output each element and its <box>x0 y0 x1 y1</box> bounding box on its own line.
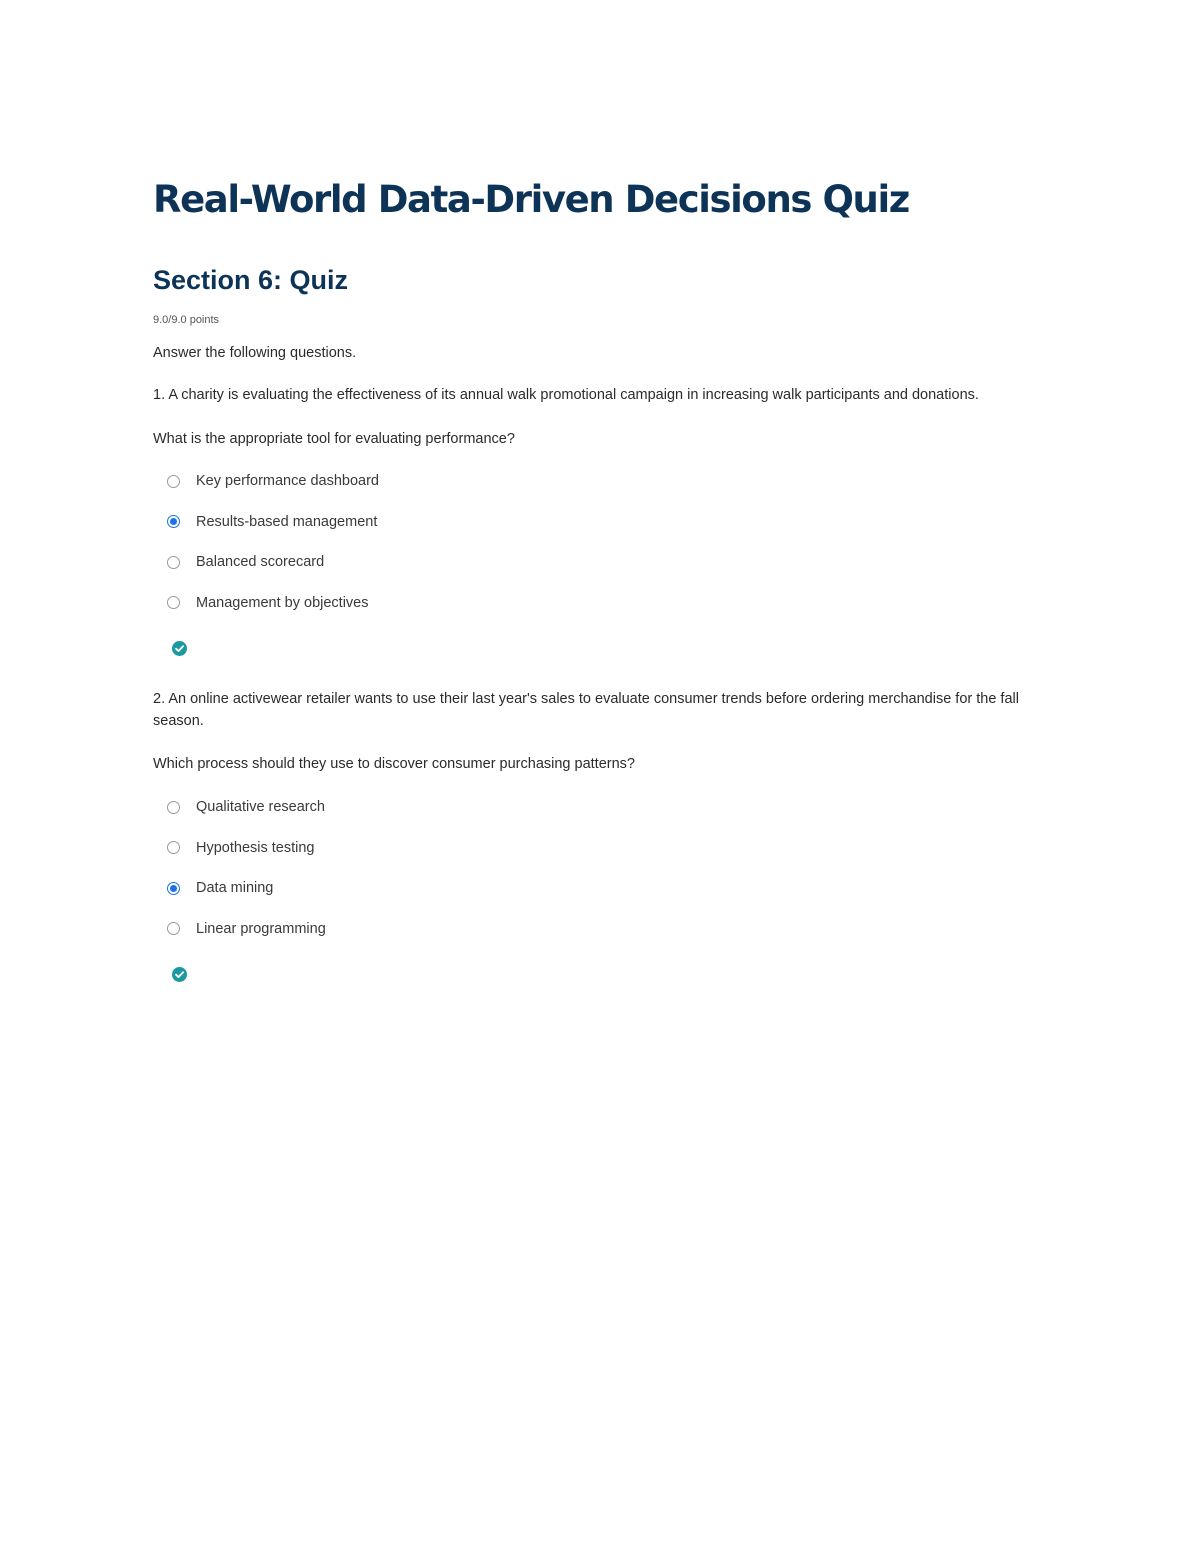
option-label: Balanced scorecard <box>196 554 325 571</box>
answer-option[interactable] <box>153 542 379 583</box>
option-label: Results-based management <box>196 513 378 530</box>
points-score: 9.0/9.0 points <box>153 314 220 326</box>
radio-button[interactable] <box>167 596 180 609</box>
radio-button[interactable] <box>167 922 180 935</box>
section-title: Section 6: Quiz <box>153 265 349 295</box>
check-circle-icon <box>172 967 187 982</box>
answer-option[interactable] <box>153 828 326 869</box>
question-1 <box>153 384 1063 611</box>
option-label: Linear programming <box>196 920 326 937</box>
option-label: Qualitative research <box>196 799 325 816</box>
question-stem: 2. An online activewear retailer wants to use their last year's sales to evaluate consumer trends before ordering merchandise for the fall season. <box>153 691 1019 729</box>
answer-options <box>153 461 379 623</box>
instructions-text: Answer the following questions. <box>153 345 357 361</box>
answer-option[interactable] <box>153 461 379 502</box>
option-label: Management by objectives <box>196 594 369 611</box>
radio-button-selected[interactable] <box>167 882 180 895</box>
option-label: Hypothesis testing <box>196 839 315 856</box>
question-prompt: What is the appropriate tool for evaluating performance? <box>153 431 515 447</box>
radio-button-selected[interactable] <box>167 515 180 528</box>
question-2 <box>153 688 1063 937</box>
option-label: Data mining <box>196 880 274 897</box>
answer-option[interactable] <box>153 502 379 543</box>
quiz-title: Real-World Data-Driven Decisions Quiz <box>153 178 909 221</box>
answer-option[interactable] <box>153 583 379 624</box>
radio-button[interactable] <box>167 556 180 569</box>
answer-option[interactable] <box>153 868 326 909</box>
answer-option[interactable] <box>153 909 326 950</box>
answer-option[interactable] <box>153 787 326 828</box>
answer-options <box>153 787 326 949</box>
question-prompt: Which process should they use to discover consumer purchasing patterns? <box>153 756 635 772</box>
question-stem: 1. A charity is evaluating the effectiveness of its annual walk promotional campaign in increasing walk participants and donations. <box>153 387 979 403</box>
check-circle-icon <box>172 641 187 656</box>
option-label: Key performance dashboard <box>196 473 379 490</box>
radio-button[interactable] <box>167 801 180 814</box>
radio-button[interactable] <box>167 841 180 854</box>
radio-button[interactable] <box>167 475 180 488</box>
